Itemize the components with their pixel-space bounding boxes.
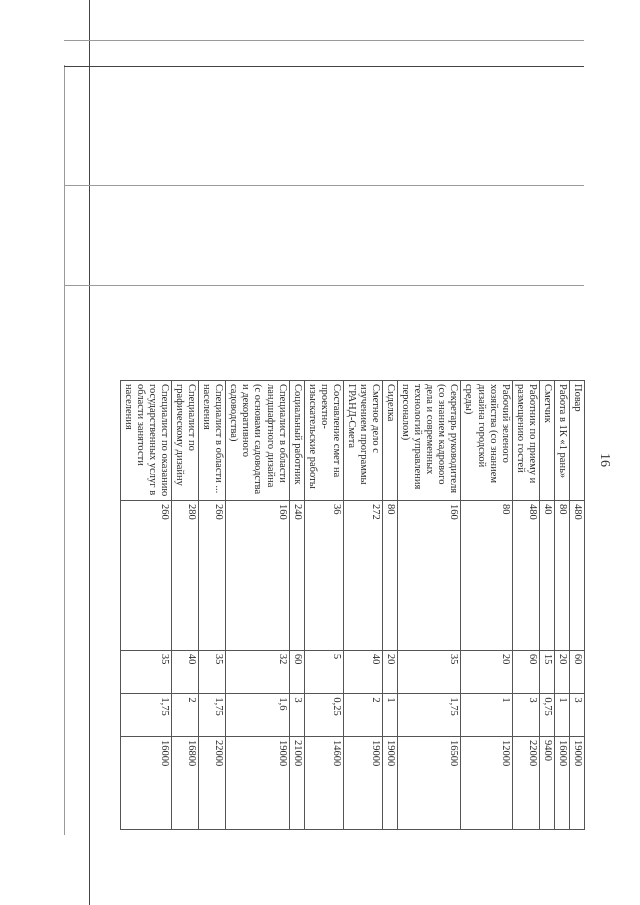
- cell-salary: 22000: [199, 737, 226, 830]
- cell-people: 35: [120, 650, 171, 693]
- cell-profession: Социальный работник: [289, 381, 304, 501]
- cell-salary: 19000: [226, 737, 289, 830]
- cell-profession: Повар: [569, 381, 584, 501]
- cell-people: 40: [172, 650, 199, 693]
- cell-people: 20: [554, 650, 569, 693]
- cell-rate: 1,75: [398, 694, 461, 737]
- table-row: [539, 381, 554, 830]
- table-row: [199, 381, 226, 830]
- cell-rate: 1: [554, 694, 569, 737]
- cell-salary: 16800: [172, 737, 199, 830]
- cell-people: 35: [398, 650, 461, 693]
- cell-rate: 1,6: [226, 694, 289, 737]
- cell-salary: 21000: [289, 737, 304, 830]
- cell-profession: Составление смет на проектно-изыскательские работы: [304, 381, 343, 501]
- cell-people: 32: [226, 650, 289, 693]
- cell-rate: 0,75: [539, 694, 554, 737]
- cell-rate: 1: [383, 694, 398, 737]
- top-rule: [64, 40, 584, 41]
- cell-people: 20: [383, 650, 398, 693]
- table-row: [120, 381, 171, 830]
- cell-profession: Работник по приему и размещению гостей: [512, 381, 539, 501]
- cell-rate: 3: [569, 694, 584, 737]
- cell-salary: 19000: [383, 737, 398, 830]
- cell-profession: Секретарь руководителя (со знанием кадрового дела и современных технологий управления персоналом): [398, 381, 461, 501]
- cell-rate: 2: [343, 694, 382, 737]
- cell-salary: 9400: [539, 737, 554, 830]
- table-row: [554, 381, 569, 830]
- section-rule-2: [64, 285, 584, 286]
- rotated-table-inner: [65, 380, 585, 830]
- cell-rate: 0,25: [304, 694, 343, 737]
- cell-hours: 272: [343, 501, 382, 651]
- table-row: [343, 381, 382, 830]
- cell-rate: 1: [461, 694, 512, 737]
- cell-salary: 14600: [304, 737, 343, 830]
- cell-profession: Специалист в области ... населения: [199, 381, 226, 501]
- cell-salary: 16500: [398, 737, 461, 830]
- section-rule-1: [64, 185, 584, 186]
- page-number: 16: [597, 453, 612, 467]
- cell-people: 60: [569, 650, 584, 693]
- cell-hours: 480: [512, 501, 539, 651]
- cell-people: 40: [343, 650, 382, 693]
- cell-people: 60: [512, 650, 539, 693]
- cell-hours: 260: [120, 501, 171, 651]
- cell-profession: Сиделка: [383, 381, 398, 501]
- cell-salary: 22000: [512, 737, 539, 830]
- cell-profession: Рабочий зеленого хозяйства (со знанием дизайна городской среды): [461, 381, 512, 501]
- cell-people: 35: [199, 650, 226, 693]
- cell-people: 20: [461, 650, 512, 693]
- cell-hours: 80: [554, 501, 569, 651]
- table-row: [289, 381, 304, 830]
- table-row: [172, 381, 199, 830]
- table-row: [226, 381, 289, 830]
- table-row: [512, 381, 539, 830]
- cell-hours: 240: [289, 501, 304, 651]
- cell-people: 15: [539, 650, 554, 693]
- cell-profession: Сметчик: [539, 381, 554, 501]
- table-row: [304, 381, 343, 830]
- cell-people: 60: [289, 650, 304, 693]
- cell-rate: 1,75: [199, 694, 226, 737]
- cell-hours: 40: [539, 501, 554, 651]
- staff-table: [120, 380, 585, 830]
- table-row: [398, 381, 461, 830]
- cell-profession: Специалист в области ландшафтного дизайна (с основами садоводства и декоративного садоводства): [226, 381, 289, 501]
- cell-profession: Сметное дело с изучением программы ГРАНД-Смета: [343, 381, 382, 501]
- cell-hours: 160: [226, 501, 289, 651]
- cell-profession: Специалист по графическому дизайну: [172, 381, 199, 501]
- cell-salary: 19000: [343, 737, 382, 830]
- cell-people: 5: [304, 650, 343, 693]
- cell-salary: 19000: [569, 737, 584, 830]
- cell-hours: 80: [461, 501, 512, 651]
- cell-hours: 260: [199, 501, 226, 651]
- table-row: [383, 381, 398, 830]
- cell-hours: 280: [172, 501, 199, 651]
- cell-salary: 16000: [554, 737, 569, 830]
- cell-hours: 36: [304, 501, 343, 651]
- cell-hours: 480: [569, 501, 584, 651]
- cell-profession: Работа в 1К «1 рань»: [554, 381, 569, 501]
- table-row: [569, 381, 584, 830]
- rotated-table-area: [65, 380, 585, 830]
- header-rule: [64, 66, 584, 67]
- cell-hours: 160: [398, 501, 461, 651]
- table-row: [461, 381, 512, 830]
- cell-profession: Специалист по оказанию государственных услуг в области занятости населения: [120, 381, 171, 501]
- cell-salary: 16000: [120, 737, 171, 830]
- cell-rate: 2: [172, 694, 199, 737]
- cell-rate: 3: [289, 694, 304, 737]
- table-body: [120, 381, 584, 830]
- cell-salary: 12000: [461, 737, 512, 830]
- cell-rate: 3: [512, 694, 539, 737]
- cell-rate: 1,75: [120, 694, 171, 737]
- cell-hours: 80: [383, 501, 398, 651]
